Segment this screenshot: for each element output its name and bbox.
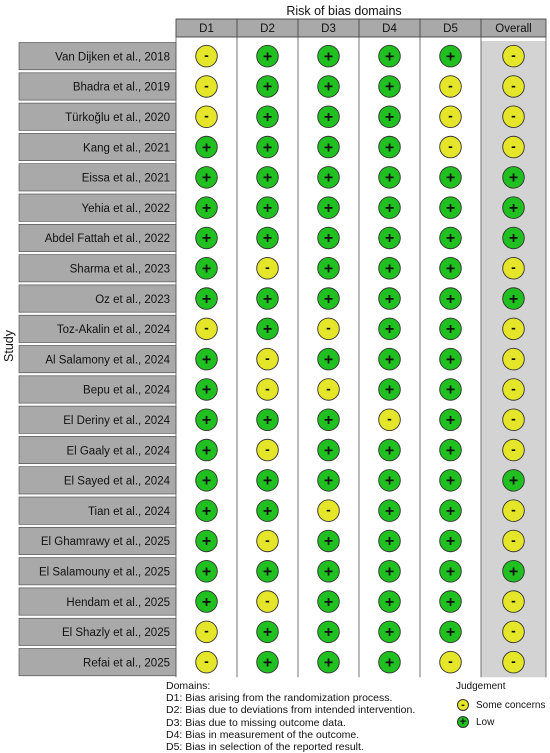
judgement-el-gaaly-et-al-2024-d5-symbol: + (445, 442, 456, 460)
judgement-el-deriny-et-al-2024-d2-symbol: + (262, 411, 273, 429)
judgement-el-salamouny-et-al-2025-d4-symbol: + (384, 563, 395, 581)
judgement-oz-et-al-2023-overall-symbol: + (508, 290, 519, 308)
study-label-refai-et-al-2025: Refai et al., 2025 (83, 657, 170, 670)
judgement-al-salamony-et-al-2024-d3-symbol: + (323, 351, 334, 369)
judgement-bepu-et-al-2024-d2-symbol: - (265, 380, 270, 397)
study-label-el-sayed-et-al-2024: El Sayed et al., 2024 (63, 475, 170, 488)
judgement-el-salamouny-et-al-2025-d5-symbol: + (445, 563, 456, 581)
judgement-tian-et-al-2024-d2-symbol: + (262, 502, 273, 520)
domains-title: Domains: (166, 680, 211, 692)
judgement-toz-akalin-et-al-2024-d4-symbol: + (384, 321, 395, 339)
judgement-bepu-et-al-2024-d1-symbol: + (201, 381, 212, 399)
judgement-oz-et-al-2023-d4-symbol: + (384, 290, 395, 308)
domains-key (166, 680, 415, 753)
legend-item-some-concerns (457, 699, 545, 711)
chart-title: Risk of bias domains (286, 4, 402, 18)
judgement-refai-et-al-2025-d4-symbol: + (384, 654, 395, 672)
study-label-yehia-et-al-2022: Yehia et al., 2022 (81, 202, 170, 215)
judgement-abdel-fattah-et-al-2022-d5-symbol: + (445, 230, 456, 248)
study-label-tian-et-al-2024: Tian et al., 2024 (87, 505, 170, 518)
judgement-toz-akalin-et-al-2024-d5-symbol: + (445, 321, 456, 339)
judgement-al-salamony-et-al-2024-d5-symbol: + (445, 351, 456, 369)
study-label-toz-akalin-et-al-2024: Toz-Akalin et al., 2024 (56, 324, 170, 337)
judgement-el-ghamrawy-et-al-2025-d2-symbol: - (265, 531, 270, 548)
judgement-hendam-et-al-2025-d1-symbol: + (201, 593, 212, 611)
judgement-van-dijken-et-al-2018-d4-symbol: + (384, 48, 395, 66)
legend-label-low: Low (476, 716, 495, 728)
y-axis-label: Study (2, 330, 16, 362)
judgement-el-shazly-et-al-2025-overall-symbol: - (511, 622, 516, 639)
judgement-el-salamouny-et-al-2025-overall-symbol: + (508, 563, 519, 581)
study-label-oz-et-al-2023: Oz et al., 2023 (95, 293, 170, 306)
judgement-eissa-et-al-2021-d4-symbol: + (384, 169, 395, 187)
judgement-el-gaaly-et-al-2024-d1-symbol: + (201, 442, 212, 460)
judgement-yehia-et-al-2022-d5-symbol: + (445, 199, 456, 217)
study-label-bepu-et-al-2024: Bepu et al., 2024 (83, 384, 170, 397)
judgement-tian-et-al-2024-d1-symbol: + (201, 502, 212, 520)
judgement-el-deriny-et-al-2024-d1-symbol: + (201, 411, 212, 429)
domain-d1-text: D1: Bias arising from the randomization process. (166, 692, 393, 705)
study-label-turkoglu-et-al-2020: Türkoğlu et al., 2020 (65, 111, 170, 124)
study-label-el-shazly-et-al-2025: El Shazly et al., 2025 (61, 627, 170, 640)
judgement-tian-et-al-2024-d4-symbol: + (384, 502, 395, 520)
study-label-el-deriny-et-al-2024: El Deriny et al., 2024 (63, 414, 170, 427)
judgement-refai-et-al-2025-d2-symbol: + (262, 654, 273, 672)
judgement-hendam-et-al-2025-d2-symbol: - (265, 592, 270, 609)
judgement-eissa-et-al-2021-d1-symbol: + (201, 169, 212, 187)
judgement-el-salamouny-et-al-2025-d2-symbol: + (262, 563, 273, 581)
judgement-refai-et-al-2025-d5-symbol: - (448, 652, 453, 669)
judgement-yehia-et-al-2022-d3-symbol: + (323, 199, 334, 217)
judgement-kang-et-al-2021-overall-symbol: - (511, 137, 516, 154)
judgement-kang-et-al-2021-d2-symbol: + (262, 139, 273, 157)
judgement-el-salamouny-et-al-2025-d1-symbol: + (201, 563, 212, 581)
judgement-eissa-et-al-2021-d5-symbol: + (445, 169, 456, 187)
judgement-el-sayed-et-al-2024-d5-symbol: + (445, 472, 456, 490)
judgement-eissa-et-al-2021-d3-symbol: + (323, 169, 334, 187)
judgement-sharma-et-al-2023-d5-symbol: + (445, 260, 456, 278)
column-header-d5: D5 (443, 23, 458, 36)
judgement-turkoglu-et-al-2020-d2-symbol: + (262, 108, 273, 126)
column-header-d1: D1 (199, 23, 214, 36)
judgement-toz-akalin-et-al-2024-d2-symbol: + (262, 321, 273, 339)
some-concerns-icon: - (457, 699, 469, 711)
judgement-el-shazly-et-al-2025-d1-symbol: - (204, 622, 209, 639)
judgement-abdel-fattah-et-al-2022-d4-symbol: + (384, 230, 395, 248)
judgement-el-deriny-et-al-2024-d5-symbol: + (445, 411, 456, 429)
judgement-bepu-et-al-2024-d5-symbol: + (445, 381, 456, 399)
judgement-sharma-et-al-2023-d4-symbol: + (384, 260, 395, 278)
judgement-el-salamouny-et-al-2025-d3-symbol: + (323, 563, 334, 581)
judgement-abdel-fattah-et-al-2022-d3-symbol: + (323, 230, 334, 248)
column-header-d4: D4 (382, 23, 397, 36)
judgement-al-salamony-et-al-2024-d4-symbol: + (384, 351, 395, 369)
study-label-bhadra-et-al-2019: Bhadra et al., 2019 (72, 81, 170, 94)
judgement-al-salamony-et-al-2024-overall-symbol: - (511, 349, 516, 366)
grid-layer (19, 19, 546, 677)
study-label-sharma-et-al-2023: Sharma et al., 2023 (69, 263, 170, 276)
judgement-turkoglu-et-al-2020-d5-symbol: - (448, 107, 453, 124)
judgement-el-deriny-et-al-2024-overall-symbol: - (511, 410, 516, 427)
judgement-bhadra-et-al-2019-d3-symbol: + (323, 78, 334, 96)
study-label-el-ghamrawy-et-al-2025: El Ghamrawy et al., 2025 (40, 536, 170, 549)
judgement-van-dijken-et-al-2018-overall-symbol: - (511, 46, 516, 63)
judgement-bepu-et-al-2024-d4-symbol: + (384, 381, 395, 399)
judgement-bepu-et-al-2024-d3-symbol: - (326, 380, 331, 397)
judgement-toz-akalin-et-al-2024-d1-symbol: - (204, 319, 209, 336)
judgement-sharma-et-al-2023-d3-symbol: + (323, 260, 334, 278)
judgement-al-salamony-et-al-2024-d2-symbol: - (265, 349, 270, 366)
low-icon: + (457, 716, 469, 728)
column-header-d2: D2 (260, 23, 275, 36)
judgement-kang-et-al-2021-d4-symbol: + (384, 139, 395, 157)
judgement-yehia-et-al-2022-d4-symbol: + (384, 199, 395, 217)
judgement-el-ghamrawy-et-al-2025-overall-symbol: - (511, 531, 516, 548)
judgement-turkoglu-et-al-2020-d1-symbol: - (204, 107, 209, 124)
judgement-tian-et-al-2024-d5-symbol: + (445, 502, 456, 520)
judgement-van-dijken-et-al-2018-d3-symbol: + (323, 48, 334, 66)
domain-d4-text: D4: Bias in measurement of the outcome. (166, 728, 360, 741)
judgement-kang-et-al-2021-d3-symbol: + (323, 139, 334, 157)
judgement-el-sayed-et-al-2024-d3-symbol: + (323, 472, 334, 490)
judgement-sharma-et-al-2023-d1-symbol: + (201, 260, 212, 278)
study-label-van-dijken-et-al-2018: Van Dijken et al., 2018 (55, 51, 170, 64)
judgement-tian-et-al-2024-overall-symbol: - (511, 501, 516, 518)
judgement-toz-akalin-et-al-2024-d3-symbol: - (326, 319, 331, 336)
column-header-d3: D3 (321, 23, 336, 36)
judgement-el-ghamrawy-et-al-2025-d3-symbol: + (323, 533, 334, 551)
judgement-el-shazly-et-al-2025-d3-symbol: + (323, 624, 334, 642)
judgement-el-ghamrawy-et-al-2025-d1-symbol: + (201, 533, 212, 551)
judgement-eissa-et-al-2021-d2-symbol: + (262, 169, 273, 187)
judgement-refai-et-al-2025-d3-symbol: + (323, 654, 334, 672)
judgement-el-gaaly-et-al-2024-overall-symbol: - (511, 440, 516, 457)
judgement-el-sayed-et-al-2024-d2-symbol: + (262, 472, 273, 490)
legend-label-some-concerns: Some concerns (476, 699, 546, 711)
judgement-refai-et-al-2025-d1-symbol: - (204, 652, 209, 669)
judgement-turkoglu-et-al-2020-overall-symbol: - (511, 107, 516, 124)
judgement-hendam-et-al-2025-d4-symbol: + (384, 593, 395, 611)
judgement-yehia-et-al-2022-d1-symbol: + (201, 199, 212, 217)
study-label-el-salamouny-et-al-2025: El Salamouny et al., 2025 (38, 566, 170, 579)
judgement-van-dijken-et-al-2018-d1-symbol: - (204, 46, 209, 63)
judgement-kang-et-al-2021-d1-symbol: + (201, 139, 212, 157)
judgement-el-deriny-et-al-2024-d3-symbol: + (323, 411, 334, 429)
judgement-el-sayed-et-al-2024-overall-symbol: + (508, 472, 519, 490)
domain-d5-text: D5: Bias in selection of the reported result. (166, 741, 364, 753)
study-label-eissa-et-al-2021: Eissa et al., 2021 (81, 172, 170, 185)
judgement-al-salamony-et-al-2024-d1-symbol: + (201, 351, 212, 369)
legend-title: Judgement (456, 681, 506, 692)
judgement-van-dijken-et-al-2018-d5-symbol: + (445, 48, 456, 66)
judgement-toz-akalin-et-al-2024-overall-symbol: - (511, 319, 516, 336)
study-label-hendam-et-al-2025: Hendam et al., 2025 (66, 596, 170, 609)
domain-d2-text: D2: Bias due to deviations from intended intervention. (166, 704, 416, 717)
judgement-bepu-et-al-2024-overall-symbol: - (511, 380, 516, 397)
judgement-sharma-et-al-2023-overall-symbol: - (511, 259, 516, 276)
judgement-oz-et-al-2023-d1-symbol: + (201, 290, 212, 308)
judgement-el-deriny-et-al-2024-d4-symbol: - (387, 410, 392, 427)
judgement-hendam-et-al-2025-d5-symbol: + (445, 593, 456, 611)
judgement-el-sayed-et-al-2024-d1-symbol: + (201, 472, 212, 490)
judgement-sharma-et-al-2023-d2-symbol: - (265, 259, 270, 276)
judgement-hendam-et-al-2025-overall-symbol: - (511, 592, 516, 609)
judgement-tian-et-al-2024-d3-symbol: - (326, 501, 331, 518)
judgement-el-sayed-et-al-2024-d4-symbol: + (384, 472, 395, 490)
domain-d3-text: D3: Bias due to missing outcome data. (166, 716, 346, 729)
judgement-el-ghamrawy-et-al-2025-d4-symbol: + (384, 533, 395, 551)
judgement-bhadra-et-al-2019-d5-symbol: - (448, 77, 453, 94)
judgement-el-shazly-et-al-2025-d5-symbol: + (445, 624, 456, 642)
judgement-abdel-fattah-et-al-2022-d2-symbol: + (262, 230, 273, 248)
judgement-oz-et-al-2023-d2-symbol: + (262, 290, 273, 308)
judgement-oz-et-al-2023-d3-symbol: + (323, 290, 334, 308)
judgement-bhadra-et-al-2019-d4-symbol: + (384, 78, 395, 96)
judgement-el-ghamrawy-et-al-2025-d5-symbol: + (445, 533, 456, 551)
legend-item-low (457, 716, 494, 728)
judgement-bhadra-et-al-2019-overall-symbol: - (511, 77, 516, 94)
judgement-bhadra-et-al-2019-d1-symbol: - (204, 77, 209, 94)
judgement-oz-et-al-2023-d5-symbol: + (445, 290, 456, 308)
study-label-al-salamony-et-al-2024: Al Salamony et al., 2024 (45, 354, 170, 367)
study-label-abdel-fattah-et-al-2022: Abdel Fattah et al., 2022 (44, 233, 170, 246)
judgement-el-shazly-et-al-2025-d4-symbol: + (384, 624, 395, 642)
judgement-el-shazly-et-al-2025-d2-symbol: + (262, 624, 273, 642)
judgement-bhadra-et-al-2019-d2-symbol: + (262, 78, 273, 96)
judgement-el-gaaly-et-al-2024-d4-symbol: + (384, 442, 395, 460)
study-label-kang-et-al-2021: Kang et al., 2021 (83, 142, 170, 155)
judgement-turkoglu-et-al-2020-d3-symbol: + (323, 108, 334, 126)
judgement-kang-et-al-2021-d5-symbol: - (448, 137, 453, 154)
judgement-yehia-et-al-2022-overall-symbol: + (508, 199, 519, 217)
judgement-el-gaaly-et-al-2024-d3-symbol: + (323, 442, 334, 460)
judgement-yehia-et-al-2022-d2-symbol: + (262, 199, 273, 217)
judgement-van-dijken-et-al-2018-d2-symbol: + (262, 48, 273, 66)
judgement-hendam-et-al-2025-d3-symbol: + (323, 593, 334, 611)
column-header-overall: Overall (495, 23, 532, 36)
judgement-abdel-fattah-et-al-2022-overall-symbol: + (508, 230, 519, 248)
judgement-el-gaaly-et-al-2024-d2-symbol: - (265, 440, 270, 457)
study-label-el-gaaly-et-al-2024: El Gaaly et al., 2024 (66, 445, 170, 458)
judgement-abdel-fattah-et-al-2022-d1-symbol: + (201, 230, 212, 248)
judgement-refai-et-al-2025-overall-symbol: - (511, 652, 516, 669)
judgement-eissa-et-al-2021-overall-symbol: + (508, 169, 519, 187)
judgement-turkoglu-et-al-2020-d4-symbol: + (384, 108, 395, 126)
